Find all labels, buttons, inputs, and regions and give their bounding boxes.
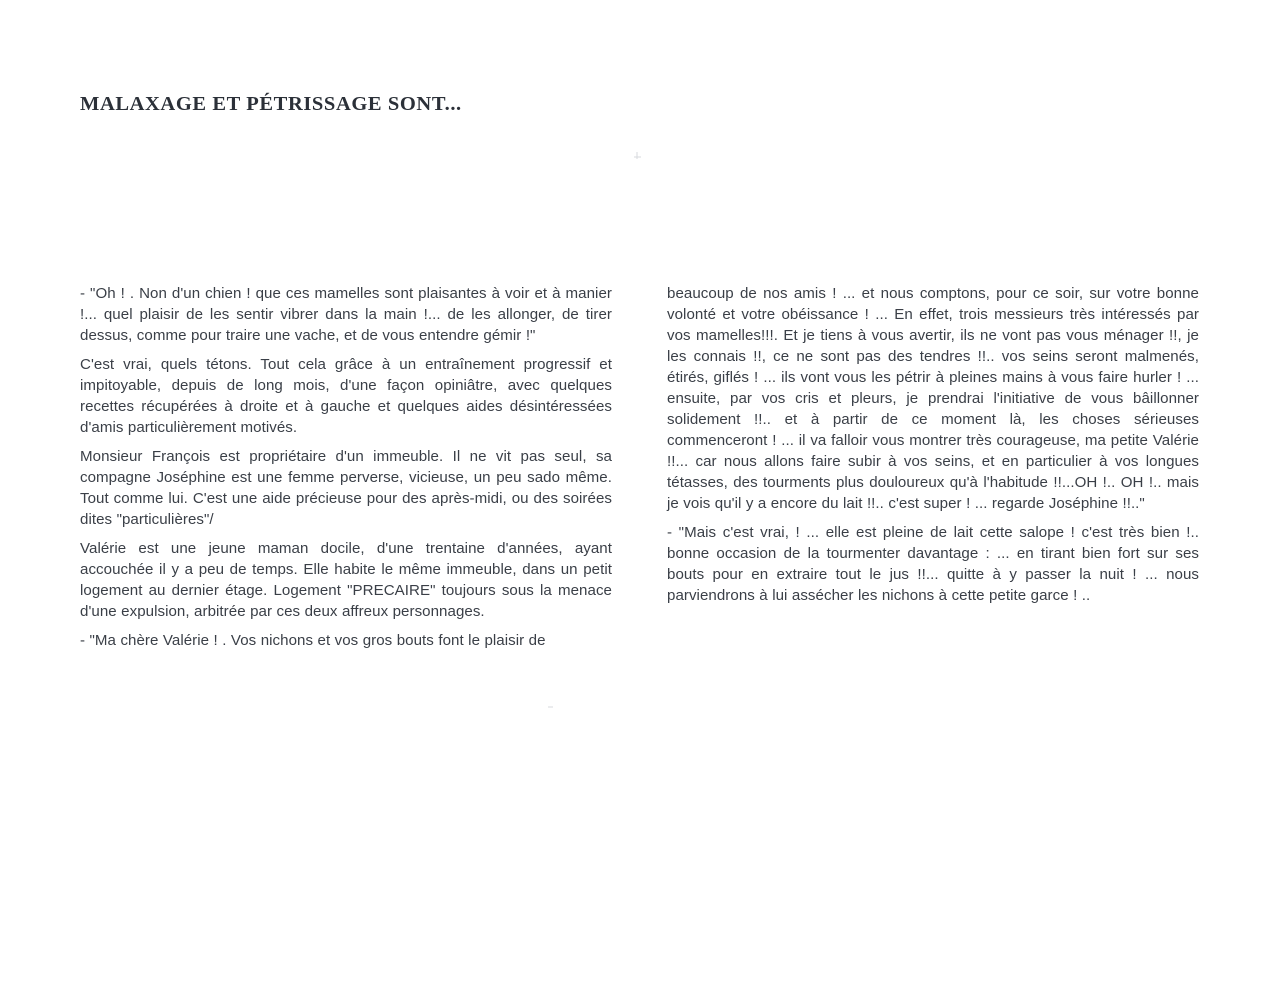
paragraph: Valérie est une jeune maman docile, d'une trentaine d'années, ayant accouchée il y a peu de temps. Elle habite le même immeuble, dans un petit logement au dernier étage. Logement "PRECAIRE" toujours sous la menace d'une expulsion, arbitrée par ces deux affreux personnages. — [80, 540, 612, 620]
paragraph: - "Oh ! . Non d'un chien ! que ces mamelles sont plaisantes à voir et à manier !... quel plaisir de les sentir vibrer dans la main !... de les allonger, de tirer dessus, comme pour traire une vache, et de vous entendre gémir !" — [80, 285, 612, 344]
paragraph: Monsieur François est propriétaire d'un immeuble. Il ne vit pas seul, sa compagne Joséphine est une femme perverse, vicieuse, un peu sado même. Tout comme lui. C'est une aide précieuse pour des après-midi, ou des soirées dites "particulières"/ — [80, 448, 612, 528]
text-column-right — [667, 283, 1199, 606]
page-title: MALAXAGE ET PÉTRISSAGE SONT... — [80, 92, 462, 115]
scan-artifact-speck — [636, 152, 638, 159]
text-column-left — [80, 283, 612, 651]
paragraph: - "Ma chère Valérie ! . Vos nichons et vos gros bouts font le plaisir de — [80, 632, 546, 649]
scan-artifact-speck — [548, 706, 553, 708]
paragraph: C'est vrai, quels tétons. Tout cela grâce à un entraînement progressif et impitoyable, depuis de long mois, d'une façon opiniâtre, avec quelques recettes récupérées à droite et à gauche et quelques aides désintéressées d'amis particulièrement motivés. — [80, 356, 612, 436]
paragraph: - "Mais c'est vrai, ! ... elle est pleine de lait cette salope ! c'est très bien !.. bonne occasion de la tourmenter davantage : ... en tirant bien fort sur ses bouts pour en extraire tout le jus !!... quitte à y passer la nuit ! ... nous parviendrons à lui assécher les nichons à cette petite garce ! .. — [667, 524, 1199, 604]
paragraph: beaucoup de nos amis ! ... et nous comptons, pour ce soir, sur votre bonne volonté et votre obéissance ! ... En effet, trois messieurs très intéressés par vos mamelles!!!. Et je tiens à vous avertir, ils ne vont pas vous ménager !!, je les connais !!, ce ne sont pas des tendres !!.. vos seins seront malmenés, étirés, giflés ! ... ils vont vous les pétrir à pleines mains à vous faire hurler ! ... ensuite, par vos cris et pleurs, je prendrai l'initiative de vous bâillonner solidement !!.. et à partir de ce moment là, les choses sérieuses commenceront ! ... il va falloir vous montrer très courageuse, ma petite Valérie !!... car nous allons faire subir à vos seins, et en particulier à vos longues tétasses, des tourments plus douloureux qu'à l'habitude !!...OH !.. OH !.. mais je vois qu'il y a encore du lait !!.. c'est super ! ... regarde Joséphine !!.." — [667, 285, 1199, 512]
